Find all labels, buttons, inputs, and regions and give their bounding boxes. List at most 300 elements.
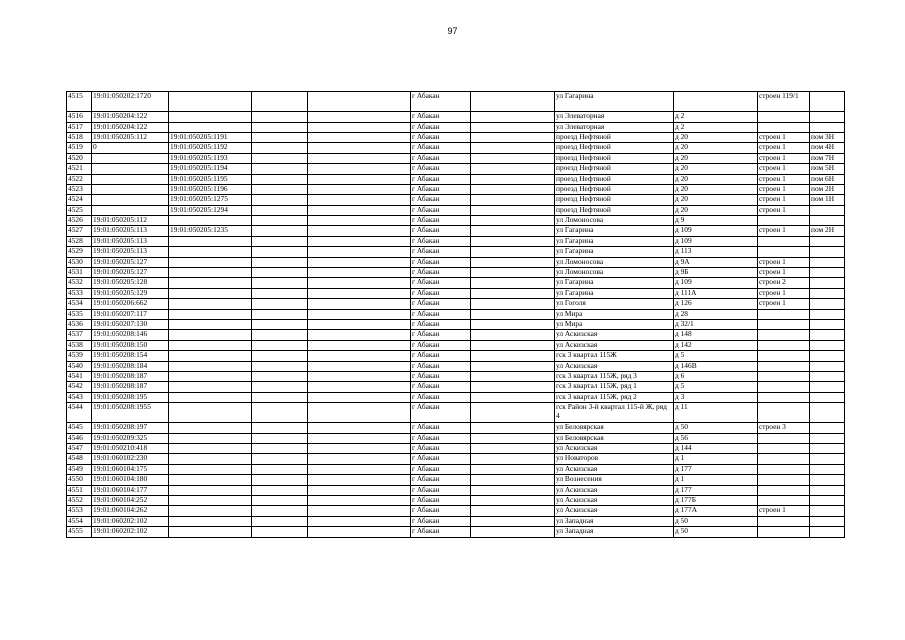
table-row xyxy=(67,496,845,506)
table-cell xyxy=(758,464,810,474)
table-cell: 19:01:050205:1275 xyxy=(169,195,252,205)
table-cell: 4521 xyxy=(67,164,92,174)
table-cell xyxy=(758,454,810,464)
table-cell: д 6 xyxy=(674,371,758,381)
table-cell xyxy=(252,205,308,215)
table-cell: 4550 xyxy=(67,475,92,485)
table-cell: д 177 xyxy=(674,464,758,474)
table-cell: ул Аскизская xyxy=(555,496,674,506)
table-cell xyxy=(252,164,308,174)
table-cell: гск 3 квартал 115Ж, ряд 3 xyxy=(555,371,674,381)
table-cell: 19:01:060104:177 xyxy=(92,485,169,495)
table-cell xyxy=(252,464,308,474)
table-cell: 19:01:060104:180 xyxy=(92,475,169,485)
table-row xyxy=(67,184,845,194)
table-cell: пом 3Н xyxy=(810,132,845,142)
table-cell: д 109 xyxy=(674,236,758,246)
table-cell xyxy=(810,392,845,402)
table-cell: г Абакан xyxy=(411,464,471,474)
table-cell xyxy=(252,122,308,132)
table-cell: ул Аскизская xyxy=(555,330,674,340)
table-cell: ул Гагарина xyxy=(555,226,674,236)
table-cell xyxy=(758,247,810,257)
table-cell: г Абакан xyxy=(411,205,471,215)
page-number: 97 xyxy=(447,26,458,36)
table-cell: г Абакан xyxy=(411,299,471,309)
table-cell: 4541 xyxy=(67,371,92,381)
table-cell xyxy=(810,464,845,474)
table-cell: пом 1Н xyxy=(810,195,845,205)
table-cell: 19:01:060104:175 xyxy=(92,464,169,474)
table-cell xyxy=(308,122,411,132)
table-cell xyxy=(810,247,845,257)
table-cell: 19:01:050205:1294 xyxy=(169,205,252,215)
table-cell xyxy=(308,527,411,537)
table-cell xyxy=(252,278,308,288)
table-cell xyxy=(758,444,810,454)
table-cell xyxy=(169,330,252,340)
table-row xyxy=(67,392,845,402)
table-cell: 19:01:060102:230 xyxy=(92,454,169,464)
table-cell xyxy=(810,527,845,537)
table-cell xyxy=(810,371,845,381)
table-cell: 4548 xyxy=(67,454,92,464)
table-row xyxy=(67,382,845,392)
table-cell: 4553 xyxy=(67,506,92,516)
table-cell: 4517 xyxy=(67,122,92,132)
table-row xyxy=(67,164,845,174)
table-cell: г Абакан xyxy=(411,288,471,298)
table-cell xyxy=(252,403,308,423)
table-cell: д 20 xyxy=(674,132,758,142)
table-cell: 19:01:050205:1194 xyxy=(169,164,252,174)
table-cell: 4531 xyxy=(67,268,92,278)
table-cell: г Абакан xyxy=(411,527,471,537)
table-cell: проезд Нефтяной xyxy=(555,153,674,163)
table-cell: д 126 xyxy=(674,299,758,309)
table-cell: д 144 xyxy=(674,444,758,454)
table-cell: строен 1 xyxy=(758,257,810,267)
table-cell xyxy=(169,112,252,122)
table-cell xyxy=(308,351,411,361)
table-cell xyxy=(758,527,810,537)
table-cell: 4526 xyxy=(67,216,92,226)
table-cell: 19:01:050205:127 xyxy=(92,268,169,278)
table-cell xyxy=(308,392,411,402)
table-cell xyxy=(810,475,845,485)
table-cell xyxy=(471,423,555,433)
table-cell: проезд Нефтяной xyxy=(555,143,674,153)
table-cell xyxy=(169,527,252,537)
table-cell xyxy=(471,299,555,309)
table-cell: гск Район 3-й квартал 115-й Ж, ряд 4 xyxy=(555,403,674,423)
table-cell: г Абакан xyxy=(411,247,471,257)
table-cell: строен 1 xyxy=(758,288,810,298)
table-cell: строен 1 xyxy=(758,184,810,194)
table-cell xyxy=(252,340,308,350)
table-cell xyxy=(810,216,845,226)
table-cell: г Абакан xyxy=(411,143,471,153)
table-cell: 19:01:050208:1955 xyxy=(92,403,169,423)
table-cell xyxy=(471,288,555,298)
table-cell xyxy=(758,382,810,392)
table-cell: ул Мира xyxy=(555,320,674,330)
table-cell xyxy=(308,112,411,122)
table-cell xyxy=(471,516,555,526)
table-row xyxy=(67,257,845,267)
table-cell xyxy=(169,122,252,132)
table-cell xyxy=(308,205,411,215)
table-cell: проезд Нефтяной xyxy=(555,184,674,194)
table-row xyxy=(67,371,845,381)
table-cell xyxy=(471,216,555,226)
table-cell xyxy=(169,444,252,454)
table-cell xyxy=(810,423,845,433)
table-cell: 4555 xyxy=(67,527,92,537)
table-cell: ул Западная xyxy=(555,516,674,526)
table-cell xyxy=(758,361,810,371)
table-cell: ул Ломоносова xyxy=(555,257,674,267)
table-cell xyxy=(810,516,845,526)
table-cell xyxy=(810,361,845,371)
table-cell xyxy=(758,320,810,330)
table-cell xyxy=(169,423,252,433)
table-cell: гск 3 квартал 115Ж xyxy=(555,351,674,361)
table-cell: ул Аскизская xyxy=(555,464,674,474)
table-cell: д 11 xyxy=(674,403,758,423)
table-cell xyxy=(758,216,810,226)
table-cell: ул Гагарина xyxy=(555,288,674,298)
table-cell xyxy=(252,236,308,246)
table-cell xyxy=(308,371,411,381)
table-cell xyxy=(308,382,411,392)
table-cell xyxy=(252,247,308,257)
table-cell: 19:01:050205:1193 xyxy=(169,153,252,163)
table-cell xyxy=(252,112,308,122)
table-cell: пом 2Н xyxy=(810,184,845,194)
table-cell xyxy=(308,299,411,309)
table-cell xyxy=(471,475,555,485)
table-row xyxy=(67,330,845,340)
table-cell xyxy=(252,506,308,516)
table-cell xyxy=(308,216,411,226)
table-cell xyxy=(169,454,252,464)
table-cell: ул Мира xyxy=(555,309,674,319)
table-cell: проезд Нефтяной xyxy=(555,195,674,205)
table-cell: д 177 xyxy=(674,485,758,495)
table-cell xyxy=(810,257,845,267)
table-cell: пом 4Н xyxy=(810,143,845,153)
table-cell: 4549 xyxy=(67,464,92,474)
table-cell: ул Гагарина xyxy=(555,278,674,288)
table-cell xyxy=(471,330,555,340)
table-cell xyxy=(252,132,308,142)
table-cell: г Абакан xyxy=(411,309,471,319)
table-cell xyxy=(471,257,555,267)
table-row xyxy=(67,143,845,153)
table-cell: 4524 xyxy=(67,195,92,205)
table-cell: г Абакан xyxy=(411,454,471,464)
table-cell xyxy=(169,392,252,402)
table-cell xyxy=(252,268,308,278)
table-cell xyxy=(308,475,411,485)
table-cell: 4532 xyxy=(67,278,92,288)
table-row xyxy=(67,444,845,454)
table-cell xyxy=(308,278,411,288)
table-cell: 4540 xyxy=(67,361,92,371)
table-cell: ул Аскизская xyxy=(555,506,674,516)
table-cell: г Абакан xyxy=(411,496,471,506)
table-cell xyxy=(758,433,810,443)
table-cell xyxy=(471,433,555,443)
table-cell xyxy=(252,195,308,205)
table-cell: 4519 xyxy=(67,143,92,153)
table-row xyxy=(67,153,845,163)
table-cell: ул Гагарина xyxy=(555,236,674,246)
table-cell xyxy=(471,247,555,257)
table-cell: д 9 xyxy=(674,216,758,226)
table-cell: д 146В xyxy=(674,361,758,371)
table-row xyxy=(67,309,845,319)
table-cell xyxy=(810,506,845,516)
table-cell xyxy=(308,143,411,153)
table-row xyxy=(67,351,845,361)
table-cell xyxy=(758,516,810,526)
table-cell xyxy=(758,340,810,350)
table-cell: д 28 xyxy=(674,309,758,319)
table-cell xyxy=(92,184,169,194)
table-cell xyxy=(471,184,555,194)
table-cell xyxy=(810,320,845,330)
table-cell xyxy=(810,444,845,454)
table-cell: г Абакан xyxy=(411,132,471,142)
table-cell: ул Новаторов xyxy=(555,454,674,464)
table-cell: 4529 xyxy=(67,247,92,257)
table-cell: г Абакан xyxy=(411,444,471,454)
table-cell: д 5 xyxy=(674,382,758,392)
table-cell: г Абакан xyxy=(411,433,471,443)
table-cell xyxy=(169,309,252,319)
table-cell: д 20 xyxy=(674,195,758,205)
table-cell: строен 1 xyxy=(758,132,810,142)
table-cell: г Абакан xyxy=(411,184,471,194)
table-cell xyxy=(308,164,411,174)
table-cell: 19:01:050208:197 xyxy=(92,423,169,433)
table-cell xyxy=(169,288,252,298)
table-cell: строен 1 xyxy=(758,506,810,516)
table-cell xyxy=(471,132,555,142)
table-cell xyxy=(810,309,845,319)
table-row xyxy=(67,122,845,132)
table-cell: 19:01:050205:113 xyxy=(92,226,169,236)
table-cell xyxy=(471,236,555,246)
table-cell: 19:01:050205:1235 xyxy=(169,226,252,236)
table-cell: пом 5Н xyxy=(810,164,845,174)
table-cell xyxy=(308,403,411,423)
table-cell: д 5 xyxy=(674,351,758,361)
table-cell xyxy=(169,464,252,474)
table-cell: 19:01:050207:130 xyxy=(92,320,169,330)
table-cell: д 20 xyxy=(674,174,758,184)
table-cell: г Абакан xyxy=(411,392,471,402)
table-cell xyxy=(758,330,810,340)
table-cell xyxy=(758,309,810,319)
registry-table xyxy=(66,91,845,538)
table-cell xyxy=(758,112,810,122)
table-cell: 19:01:050205:1195 xyxy=(169,174,252,184)
table-cell: пом 6Н xyxy=(810,174,845,184)
table-cell: проезд Нефтяной xyxy=(555,205,674,215)
table-cell: д 50 xyxy=(674,527,758,537)
table-cell xyxy=(471,506,555,516)
table-cell xyxy=(308,195,411,205)
table-row xyxy=(67,288,845,298)
table-cell: строен 119/1 xyxy=(758,92,810,112)
table-cell: 19:01:060104:252 xyxy=(92,496,169,506)
table-cell: проезд Нефтяной xyxy=(555,164,674,174)
table-cell: г Абакан xyxy=(411,216,471,226)
table-cell: г Абакан xyxy=(411,340,471,350)
table-cell xyxy=(308,132,411,142)
table-cell: 4516 xyxy=(67,112,92,122)
table-cell xyxy=(252,433,308,443)
table-cell: строен 1 xyxy=(758,226,810,236)
table-cell xyxy=(252,361,308,371)
table-cell: строен 1 xyxy=(758,153,810,163)
table-cell xyxy=(252,174,308,184)
table-cell: д 20 xyxy=(674,164,758,174)
table-cell: 19:01:050205:129 xyxy=(92,288,169,298)
table-cell xyxy=(92,174,169,184)
table-cell xyxy=(758,392,810,402)
table-row xyxy=(67,299,845,309)
table-cell xyxy=(471,496,555,506)
table-row xyxy=(67,216,845,226)
table-cell xyxy=(471,92,555,112)
table-cell: д 142 xyxy=(674,340,758,350)
table-cell: 19:01:050208:184 xyxy=(92,361,169,371)
table-cell: строен 1 xyxy=(758,164,810,174)
table-cell xyxy=(169,506,252,516)
table-cell xyxy=(758,122,810,132)
table-row xyxy=(67,174,845,184)
table-cell: д 50 xyxy=(674,423,758,433)
table-cell xyxy=(471,174,555,184)
table-cell: строен 1 xyxy=(758,195,810,205)
table-cell: г Абакан xyxy=(411,320,471,330)
table-cell: д 2 xyxy=(674,122,758,132)
table-cell xyxy=(252,444,308,454)
table-cell: г Абакан xyxy=(411,164,471,174)
table-cell: 19:01:060202:102 xyxy=(92,527,169,537)
table-cell: г Абакан xyxy=(411,516,471,526)
table-cell xyxy=(308,485,411,495)
table-cell: г Абакан xyxy=(411,174,471,184)
table-cell xyxy=(252,143,308,153)
table-cell xyxy=(252,216,308,226)
table-cell xyxy=(810,403,845,423)
table-cell xyxy=(758,485,810,495)
table-cell xyxy=(810,299,845,309)
table-cell xyxy=(252,226,308,236)
table-cell: д 113 xyxy=(674,247,758,257)
table-cell xyxy=(252,92,308,112)
table-cell: 19:01:050205:112 xyxy=(92,216,169,226)
table-cell xyxy=(810,112,845,122)
table-cell: строен 2 xyxy=(758,278,810,288)
table-cell: 19:01:050204:122 xyxy=(92,112,169,122)
table-cell: строен 1 xyxy=(758,268,810,278)
table-row xyxy=(67,205,845,215)
table-cell xyxy=(674,92,758,112)
table-cell: г Абакан xyxy=(411,423,471,433)
table-cell xyxy=(758,236,810,246)
table-cell xyxy=(810,485,845,495)
table-cell xyxy=(308,361,411,371)
table-row xyxy=(67,340,845,350)
table-cell: 19:01:050205:128 xyxy=(92,278,169,288)
table-cell xyxy=(252,475,308,485)
table-cell: 4539 xyxy=(67,351,92,361)
table-cell: 19:01:050204:122 xyxy=(92,122,169,132)
table-cell xyxy=(252,153,308,163)
table-cell: г Абакан xyxy=(411,475,471,485)
table-cell: ул Ломоносова xyxy=(555,268,674,278)
table-cell: проезд Нефтяной xyxy=(555,132,674,142)
table-cell xyxy=(308,340,411,350)
table-cell xyxy=(308,309,411,319)
table-cell: 19:01:050202:1720 xyxy=(92,92,169,112)
table-cell: г Абакан xyxy=(411,382,471,392)
table-cell xyxy=(252,330,308,340)
table-cell: 19:01:050205:1191 xyxy=(169,132,252,142)
table-row xyxy=(67,464,845,474)
table-cell xyxy=(308,153,411,163)
table-cell xyxy=(92,153,169,163)
table-cell xyxy=(169,496,252,506)
table-row xyxy=(67,361,845,371)
table-cell: 4545 xyxy=(67,423,92,433)
table-cell xyxy=(758,351,810,361)
table-cell xyxy=(252,423,308,433)
table-cell: 4546 xyxy=(67,433,92,443)
table-row xyxy=(67,423,845,433)
table-cell xyxy=(169,340,252,350)
table-cell xyxy=(308,464,411,474)
table-cell: ул Аскизская xyxy=(555,444,674,454)
table-cell: 4518 xyxy=(67,132,92,142)
table-cell xyxy=(471,122,555,132)
table-cell xyxy=(252,320,308,330)
table-cell xyxy=(471,527,555,537)
table-cell xyxy=(810,278,845,288)
table-cell xyxy=(308,174,411,184)
table-row xyxy=(67,516,845,526)
table-cell: г Абакан xyxy=(411,195,471,205)
table-cell xyxy=(252,454,308,464)
table-cell: строен 1 xyxy=(758,205,810,215)
table-cell xyxy=(252,288,308,298)
table-row xyxy=(67,403,845,423)
table-cell: д 1 xyxy=(674,475,758,485)
table-cell xyxy=(471,320,555,330)
table-cell: 4554 xyxy=(67,516,92,526)
table-cell xyxy=(471,485,555,495)
table-cell xyxy=(308,268,411,278)
table-cell xyxy=(252,351,308,361)
table-cell xyxy=(252,496,308,506)
table-cell: 4537 xyxy=(67,330,92,340)
